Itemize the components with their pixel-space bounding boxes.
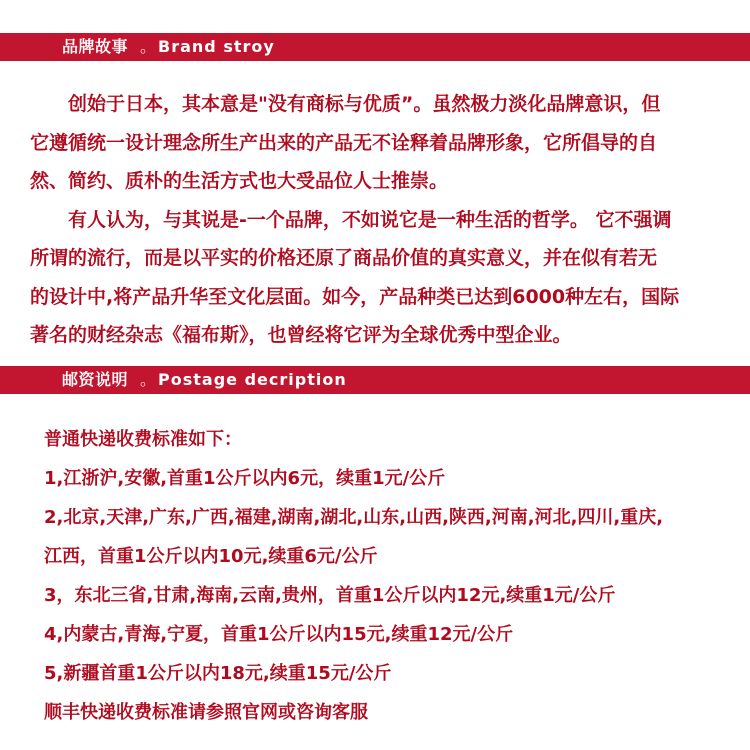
postage-title-dot: 。: [140, 370, 157, 389]
brand-story-text: [30, 85, 720, 355]
postage-text: [44, 420, 663, 732]
postage-line: 4,内蒙古,青海,宁夏，首重1公斤以内15元,续重12元/公斤: [44, 624, 514, 645]
postage-header: [0, 366, 750, 394]
postage-line: 江西，首重1公斤以内10元,续重6元/公斤: [44, 546, 378, 567]
brand-story-title-en: Brand stroy: [158, 37, 275, 56]
brand-story-title-dot: 。: [140, 37, 157, 56]
story-line: 创始于日本，其本意是"没有商标与优质”。虽然极力淡化品牌意识，但: [30, 93, 661, 115]
story-line: 有人认为，与其说是-一个品牌，不如说它是一种生活的哲学。 它不强调: [30, 208, 672, 231]
postage-line: 1,江浙沪,安徽,首重1公斤以内6元，续重1元/公斤: [44, 468, 446, 489]
story-line: 所谓的流行，而是以平实的价格还原了商品价值的真实意义，并在似有若无: [30, 247, 658, 269]
postage-title-cn: 邮资说明: [62, 370, 129, 389]
story-line: 它遵循统一设计理念所生产出来的产品无不诠释着品牌形象，它所倡导的自: [30, 131, 658, 154]
postage-line: 5,新疆首重1公斤以内18元,续重15元/公斤: [44, 663, 392, 684]
brand-story-header: [0, 33, 750, 61]
postage-line: 顺丰快递收费标准请参照官网或咨询客服: [44, 702, 368, 723]
postage-line: 3，东北三省,甘肃,海南,云南,贵州，首重1公斤以内12元,续重1元/公斤: [44, 585, 616, 606]
brand-story-title-cn: 品牌故事: [62, 37, 129, 56]
postage-line: 2,北京,天津,广东,广西,福建,湖南,湖北,山东,山西,陕西,河南,河北,四川,重庆,: [44, 507, 664, 528]
story-line: 然、简约、质朴的生活方式也大受品位人士推崇。: [30, 170, 449, 192]
postage-title-en: Postage decription: [158, 370, 347, 389]
story-line: 著名的财经杂志《福布斯》，也曾经将它评为全球优秀中型企业。: [30, 324, 572, 346]
postage-line: 普通快递收费标准如下：: [44, 429, 242, 450]
story-line: 的设计中,将产品升华至文化层面。如今，产品种类已达到6000种左右，国际: [30, 285, 680, 308]
